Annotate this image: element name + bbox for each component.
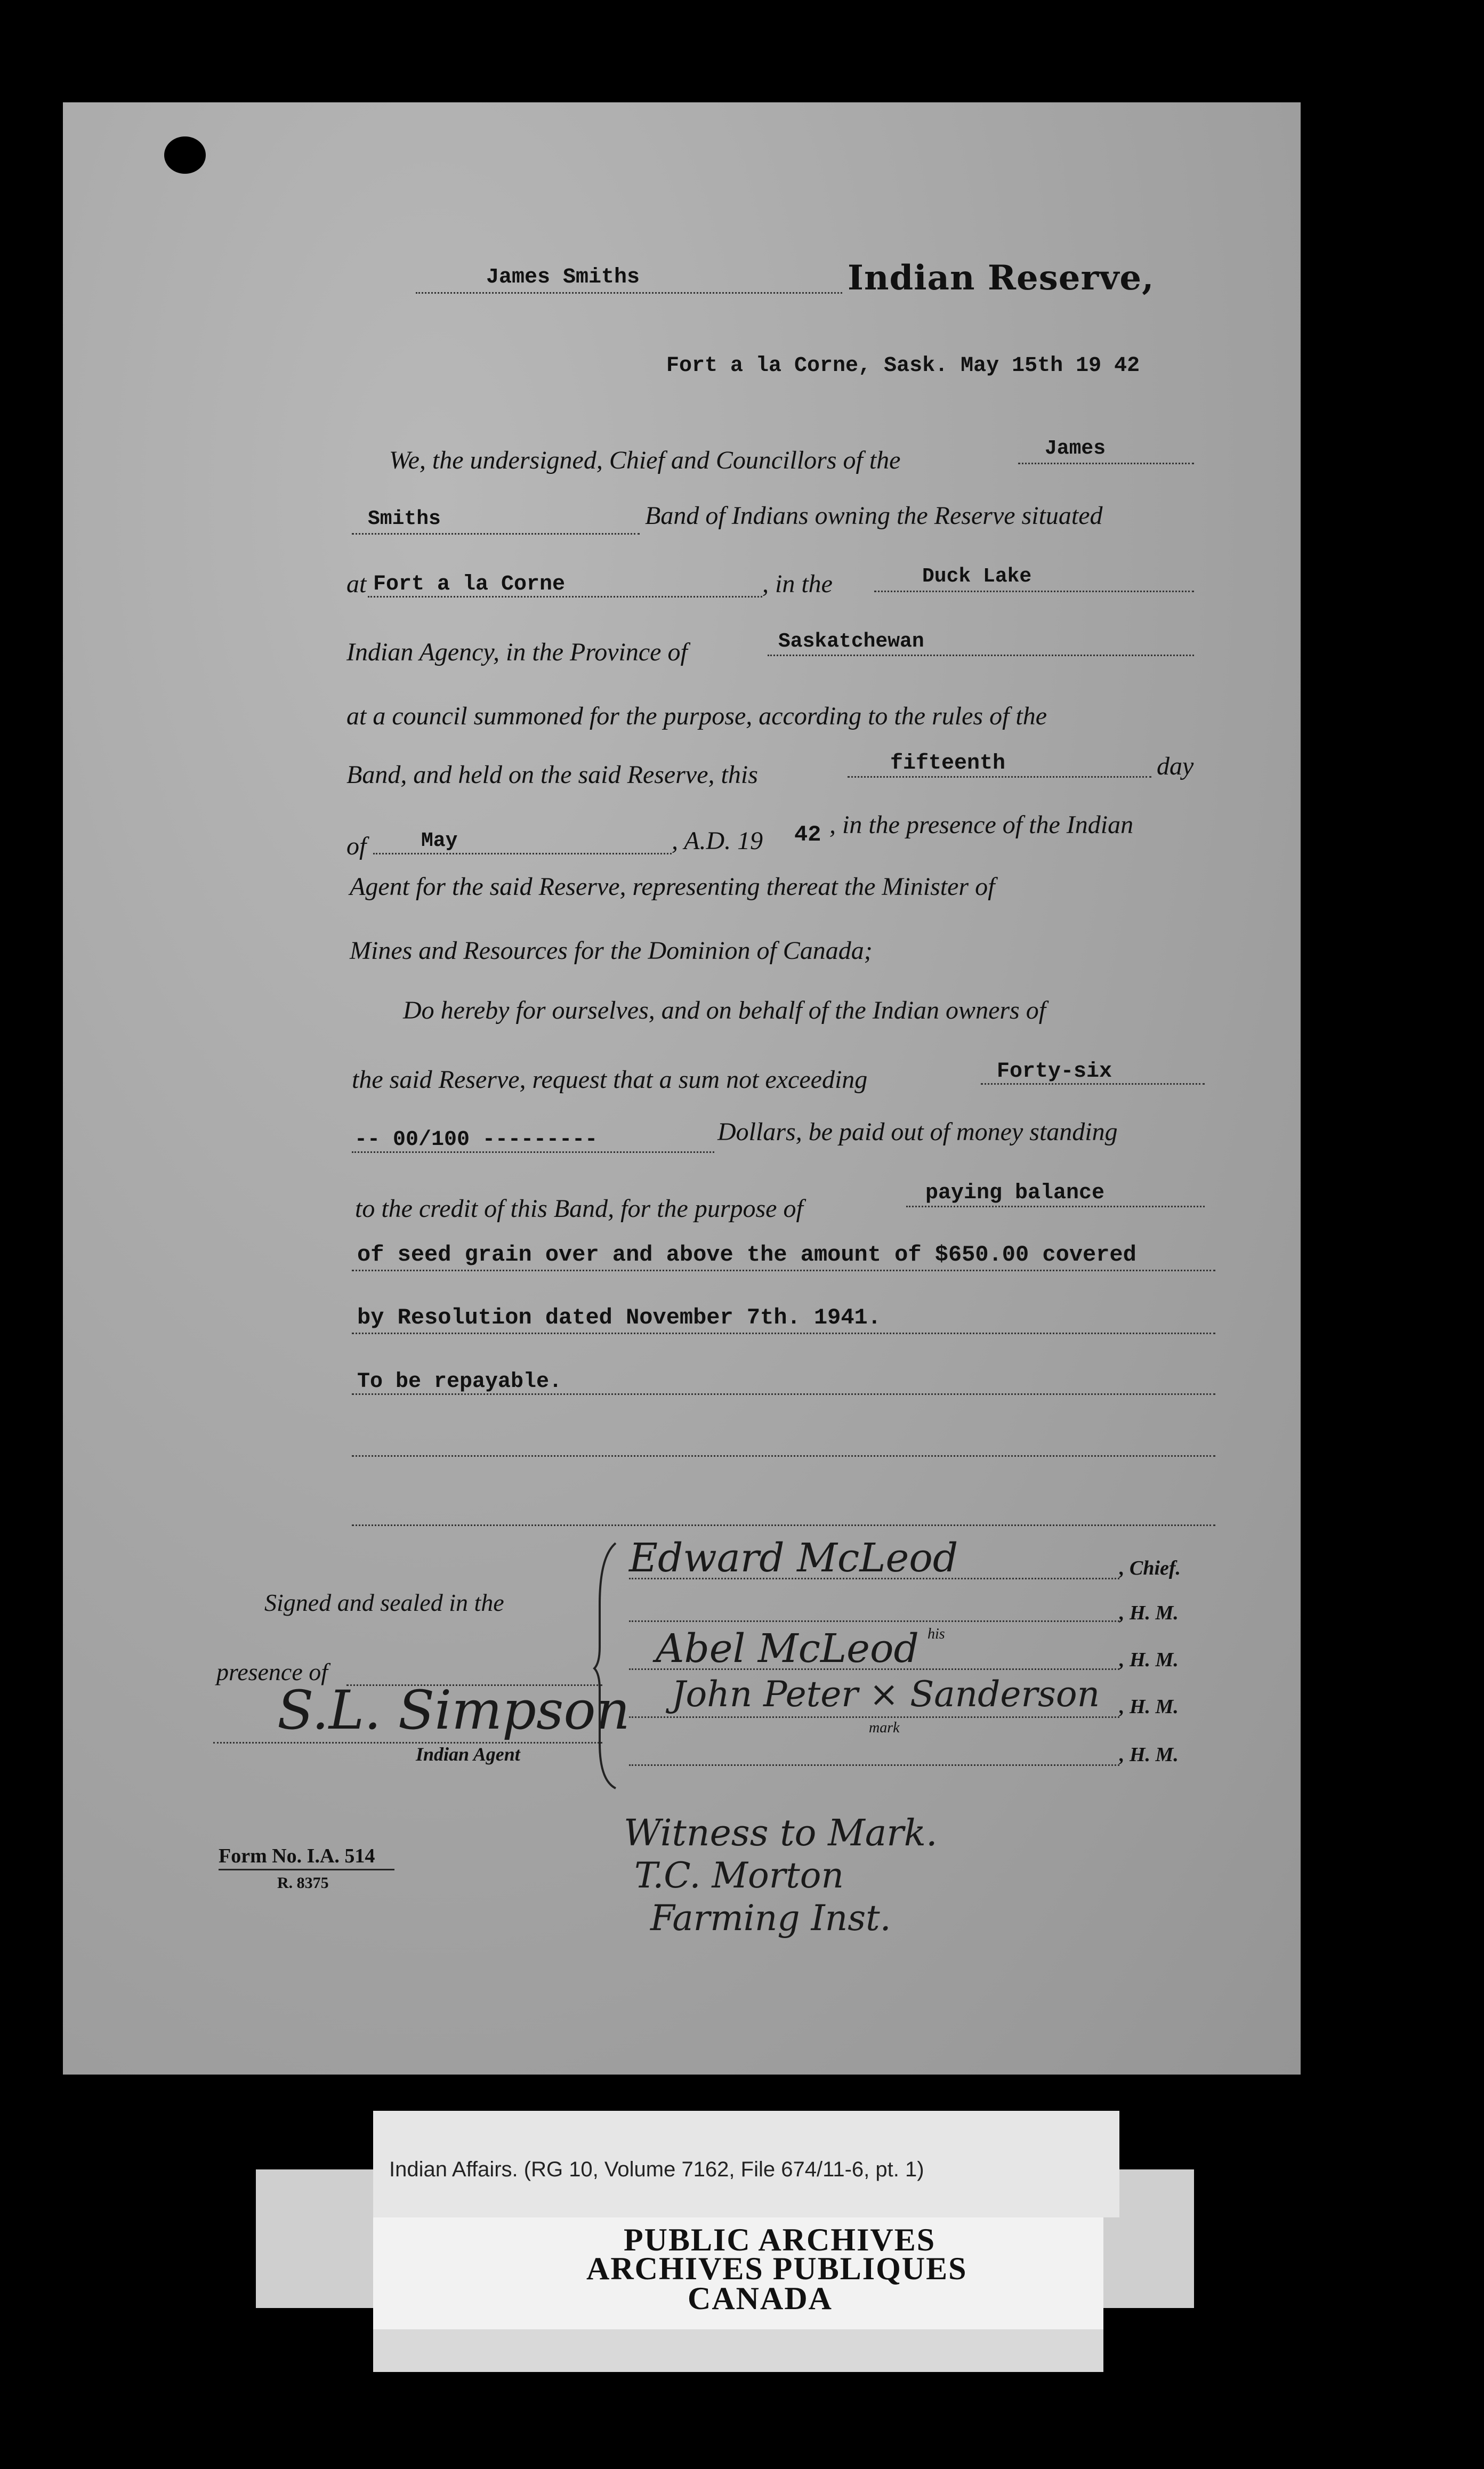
dotted-line xyxy=(981,1083,1205,1085)
agent-signature: S.L. Simpson xyxy=(277,1679,630,1741)
body-line-1: We, the undersigned, Chief and Councillors of the xyxy=(389,446,901,474)
dotted-line xyxy=(906,1206,1205,1207)
fill-day: fifteenth xyxy=(890,752,1006,776)
dotted-line xyxy=(352,1393,1215,1395)
reserve-title: Indian Reserve, xyxy=(848,258,1155,298)
dotted-line xyxy=(629,1764,1119,1766)
dotted-line xyxy=(1018,463,1194,464)
signed-sealed-label: Signed and sealed in the xyxy=(264,1589,504,1616)
councillor-signature-2: John Peter × Sanderson xyxy=(672,1674,1100,1715)
fill-amount: Forty-six xyxy=(997,1060,1112,1084)
agent-label: Indian Agent xyxy=(416,1744,520,1765)
fill-band-1: James xyxy=(1045,437,1106,460)
dotted-line xyxy=(848,776,1151,778)
fill-agency: Duck Lake xyxy=(922,565,1032,588)
form-ref: R. 8375 xyxy=(277,1874,329,1892)
signature-brace xyxy=(592,1540,624,1791)
archive-line-1: PUBLIC ARCHIVES xyxy=(624,2222,936,2257)
fill-month: May xyxy=(421,829,458,852)
body-line-12: Dollars, be paid out of money standing xyxy=(717,1118,1118,1146)
body-line-6a: Band, and held on the said Reserve, this xyxy=(346,761,758,789)
body-line-7b: , A.D. 19 xyxy=(672,827,763,855)
witness-line-1: Witness to Mark. xyxy=(624,1812,938,1854)
body-line-7a: of xyxy=(346,832,367,860)
body-line-13: to the credit of this Band, for the purpose of xyxy=(355,1195,803,1223)
presence-of-label: presence of xyxy=(216,1658,328,1685)
dotted-line xyxy=(352,533,640,535)
punch-hole xyxy=(164,136,206,174)
witness-line-3: Farming Inst. xyxy=(650,1898,891,1939)
place-date: Fort a la Corne, Sask. May 15th 19 42 xyxy=(666,354,1140,378)
dotted-line xyxy=(352,1270,1215,1271)
fill-purpose-1: paying balance xyxy=(925,1181,1105,1205)
body-line-10: Do hereby for ourselves, and on behalf of the Indian owners of xyxy=(403,996,1046,1024)
dotted-line xyxy=(874,591,1194,592)
dotted-line xyxy=(352,1333,1215,1334)
dotted-line xyxy=(416,292,842,294)
body-line-3b: , in the xyxy=(762,570,833,598)
councillor-signature-1: Abel McLeod xyxy=(656,1626,919,1672)
dotted-line xyxy=(352,1151,714,1153)
dotted-line xyxy=(768,655,1194,656)
body-line-9: Mines and Resources for the Dominion of Canada; xyxy=(350,937,873,965)
body-line-4: Indian Agency, in the Province of xyxy=(346,638,688,666)
fill-purpose-4: To be repayable. xyxy=(357,1370,562,1394)
fill-year: 42 xyxy=(794,822,821,848)
dotted-line xyxy=(629,1668,1119,1670)
body-line-8: Agent for the said Reserve, representing thereat the Minister of xyxy=(350,873,995,901)
dotted-line xyxy=(213,1742,602,1744)
archive-base xyxy=(373,2329,1103,2372)
body-line-6b: day xyxy=(1157,752,1194,780)
dotted-line xyxy=(629,1620,1119,1622)
body-line-3a: at xyxy=(346,570,367,598)
hm-label-4: , H. M. xyxy=(1119,1744,1179,1766)
dotted-line xyxy=(373,853,672,854)
dotted-line xyxy=(368,596,762,598)
his-mark-label: his xyxy=(928,1626,945,1642)
chief-signature: Edward McLeod xyxy=(629,1535,958,1581)
body-line-11: the said Reserve, request that a sum not exceeding xyxy=(352,1066,868,1094)
fill-place: Fort a la Corne xyxy=(373,572,566,596)
fill-province: Saskatchewan xyxy=(778,630,924,653)
dotted-line xyxy=(629,1716,1119,1718)
form-number-underline xyxy=(219,1869,394,1870)
archive-line-2: ARCHIVES PUBLIQUES xyxy=(586,2251,967,2286)
dotted-line xyxy=(629,1578,1119,1579)
hm-label-1: , H. M. xyxy=(1119,1602,1179,1624)
dotted-line xyxy=(352,1455,1215,1457)
archive-citation: Indian Affairs. (RG 10, Volume 7162, File 674/11-6, pt. 1) xyxy=(389,2158,924,2181)
fill-purpose-2: of seed grain over and above the amount of $650.00 covered xyxy=(357,1242,1136,1268)
fill-purpose-3: by Resolution dated November 7th. 1941. xyxy=(357,1305,881,1330)
hm-label-2: , H. M. xyxy=(1119,1649,1179,1671)
dotted-line xyxy=(352,1524,1215,1526)
archive-line-3: CANADA xyxy=(688,2281,833,2316)
body-line-7c: , in the presence of the Indian xyxy=(829,811,1134,839)
chief-label: , Chief. xyxy=(1119,1557,1181,1579)
body-line-5: at a council summoned for the purpose, according to the rules of the xyxy=(346,702,1047,730)
hm-label-3: , H. M. xyxy=(1119,1696,1179,1718)
body-line-2: Band of Indians owning the Reserve situated xyxy=(645,502,1103,530)
mark-label: mark xyxy=(869,1720,900,1736)
reserve-name: James Smiths xyxy=(486,265,640,289)
fill-band-2: Smiths xyxy=(368,507,441,530)
form-number: Form No. I.A. 514 xyxy=(219,1845,375,1867)
witness-line-2: T.C. Morton xyxy=(634,1855,844,1896)
fill-cents: -- 00/100 --------- xyxy=(354,1128,598,1152)
